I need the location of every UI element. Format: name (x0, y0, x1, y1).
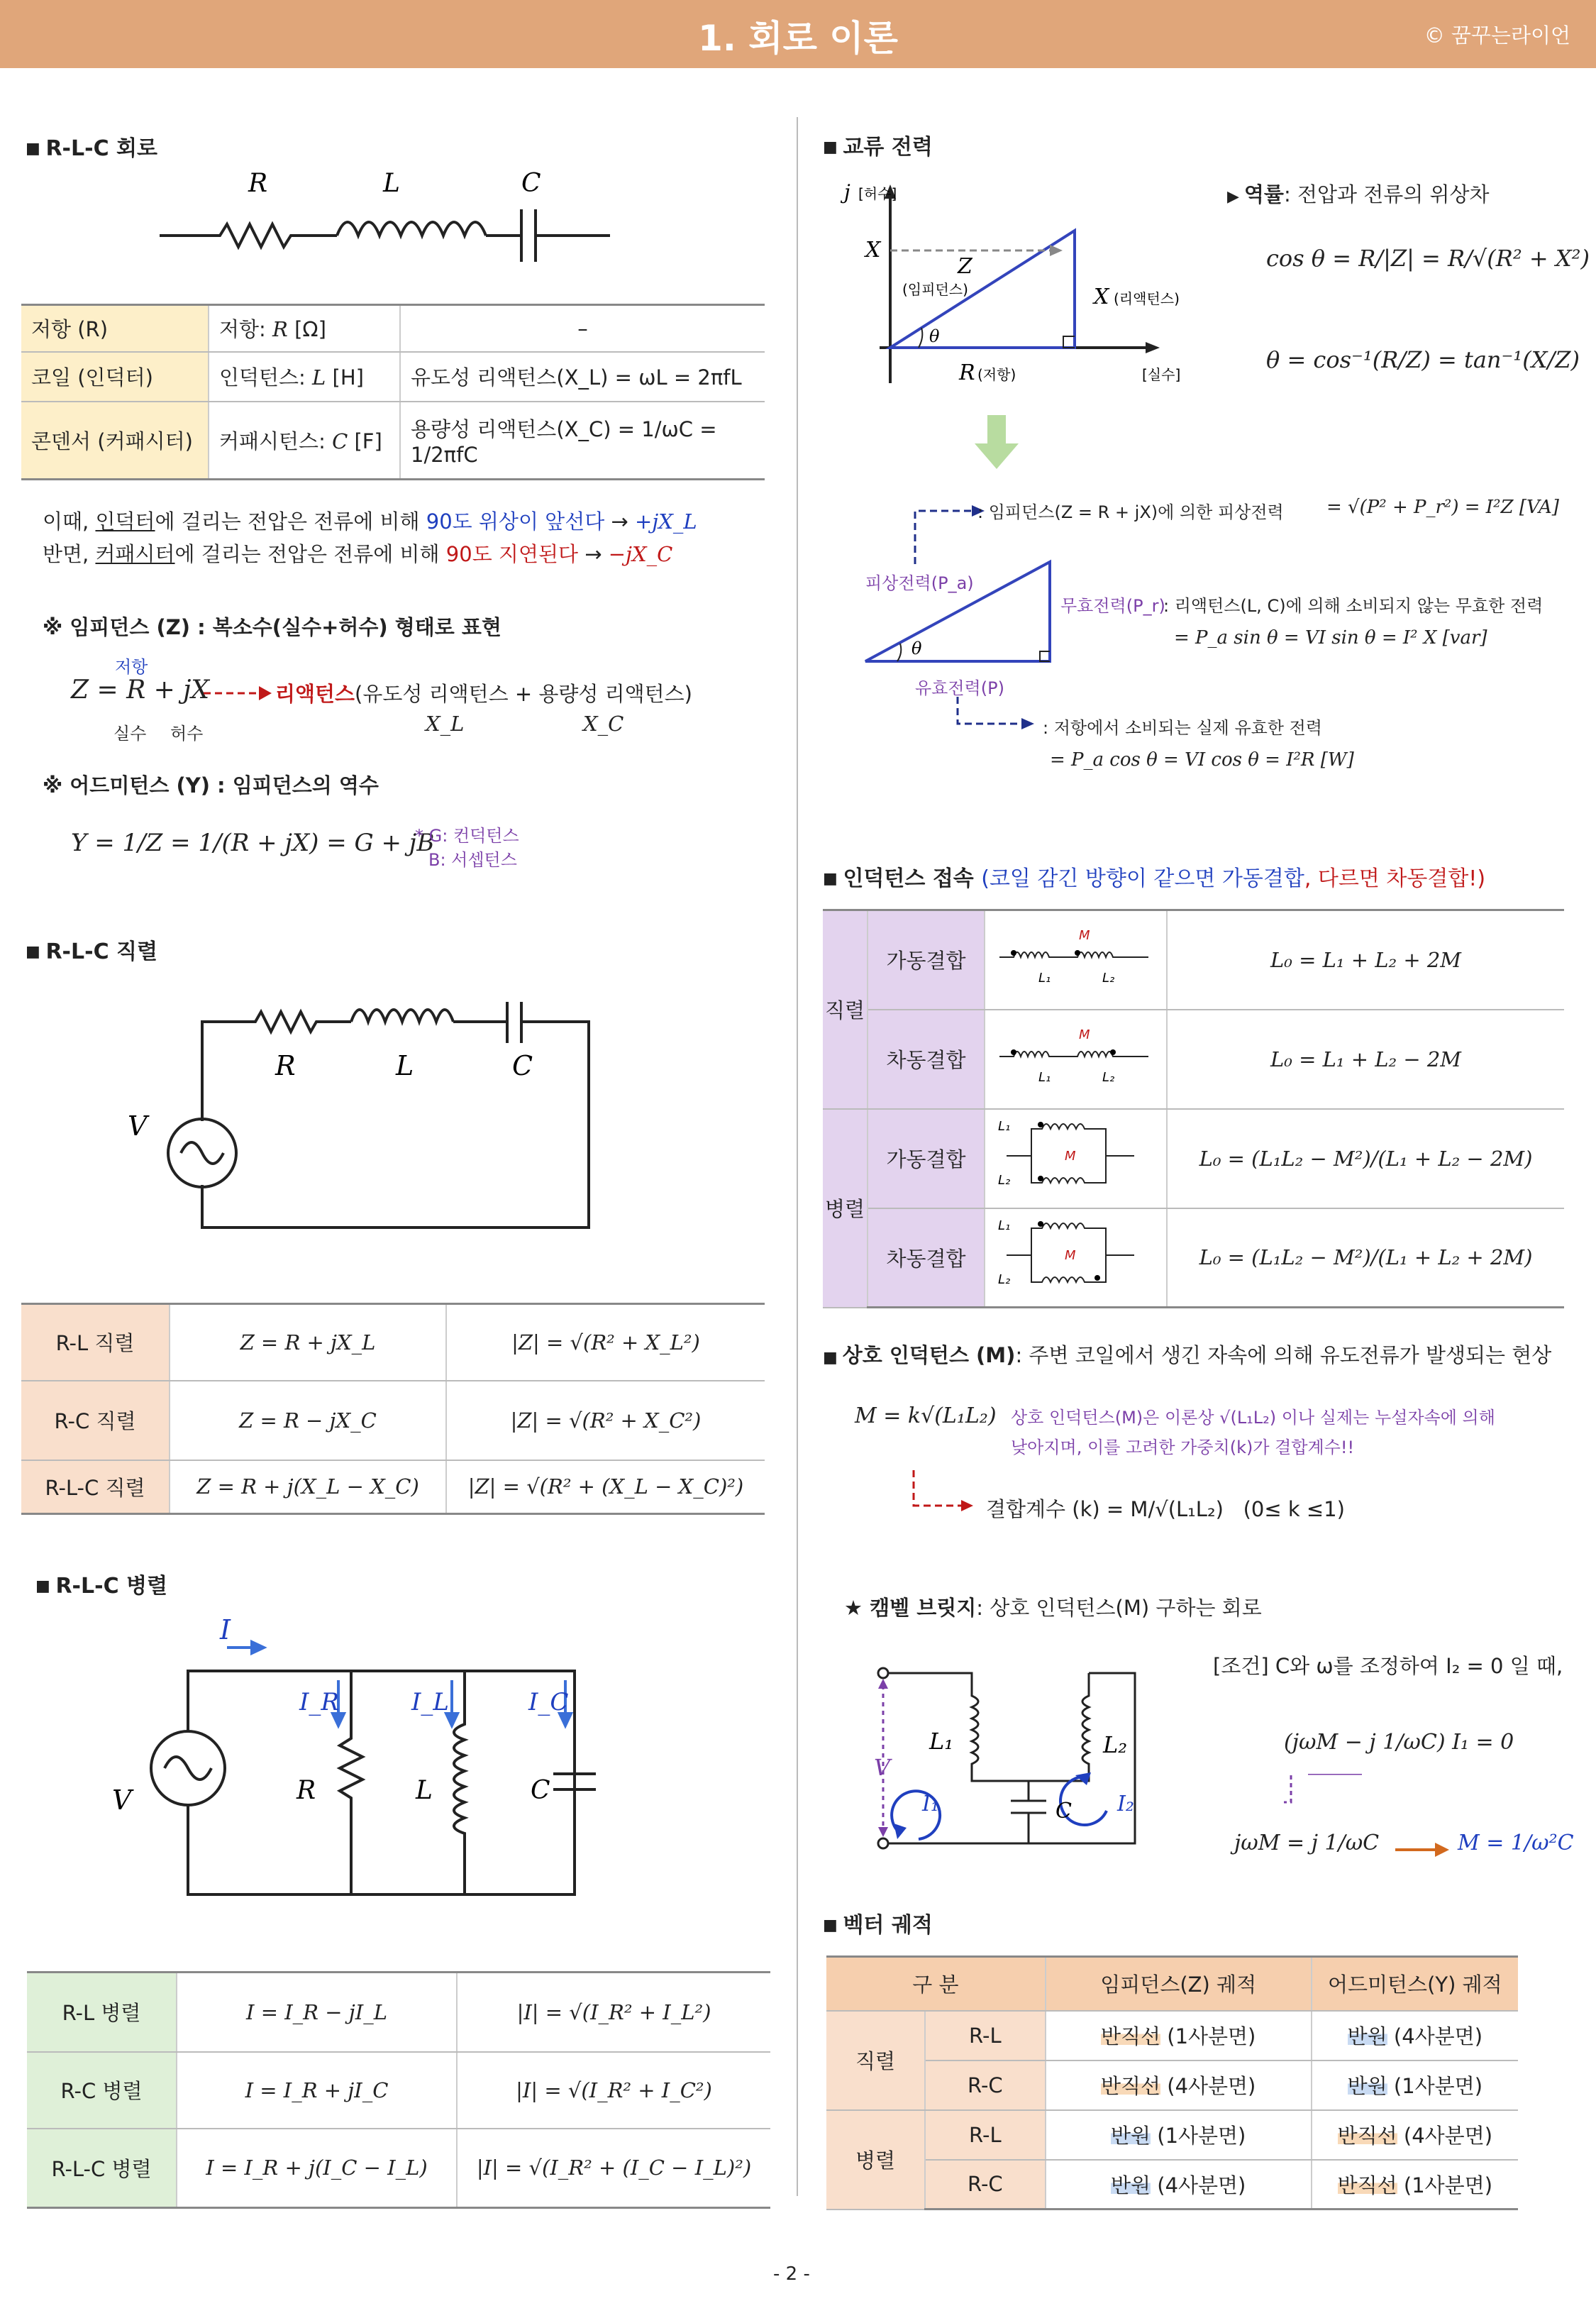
parallel-magnitude: |I| = √(I_R² + I_C²) (457, 2052, 770, 2129)
rlc-parallel-circuit (99, 1618, 638, 1916)
campbell-equation-1: (jωM − j 1/ωC) I₁ = 0 (1284, 1730, 1514, 1755)
impedance-locus: 반원 (4사분면) (1046, 2160, 1312, 2210)
column-divider (797, 117, 798, 2196)
series-l-label: L (396, 1050, 414, 1081)
campbell-equation-2: jωM = j 1/ωC (1234, 1831, 1380, 1855)
imag-label: 허수 (170, 724, 204, 744)
impedance-heading: ※ 임피던스 (Z) : 복소수(실수+허수) 형태로 표현 (43, 615, 501, 639)
admittance-heading: ※ 어드미턴스 (Y) : 임피던스의 역수 (43, 773, 379, 798)
impedance-locus: 반원 (1사분면) (1046, 2110, 1312, 2160)
vector-locus-title: ■ 벡터 궤적 (823, 1907, 933, 1938)
coupling-type: 차동결합 (868, 1208, 985, 1308)
header-category: 구 분 (826, 1957, 1046, 2011)
l2-label: L₂ (1102, 1070, 1115, 1085)
inductance-formula: L₀ = (L₁L₂ − M²)/(L₁ + L₂ + 2M) (1167, 1208, 1564, 1308)
m-label: M (1065, 1149, 1076, 1164)
inductance-formula: L₀ = L₁ + L₂ − 2M (1167, 1010, 1564, 1109)
rlc-series-circuit (106, 993, 603, 1242)
element-name: 코일 (인덕터) (21, 352, 209, 402)
reactive-power-formula: = P_a sin θ = VI sin θ = I² X [var] (1174, 627, 1487, 649)
campbell-v-label: V (874, 1754, 891, 1781)
table-row (21, 402, 765, 480)
group-series: 직렬 (826, 2011, 925, 2110)
group-series: 직렬 (823, 910, 868, 1109)
table-row (826, 2060, 1518, 2110)
r-label: R (959, 360, 975, 385)
coupled-coil-icon (985, 918, 1163, 996)
element-reactance: 유도성 리액턴스(X_L) = ωL = 2πfL (400, 352, 765, 402)
series-impedance: Z = R − jX_C (170, 1381, 446, 1460)
table-row (21, 305, 765, 352)
admittance-locus: 반직선 (4사분면) (1312, 2110, 1518, 2160)
table-row (823, 910, 1564, 1010)
table-row (27, 1973, 770, 2052)
series-section-title: ■ R-L-C 직렬 (26, 934, 157, 965)
mutual-heading-line: ■ 상호 인덕턴스 (M): 주변 코일에서 생긴 자속에 의해 유도전류가 발생되는 현상 (823, 1343, 1552, 1367)
power-factor-line: ▶ 역률: 전압과 전류의 위상차 (1227, 182, 1490, 206)
arrow-icon (202, 683, 273, 704)
parallel-magnitude: |I| = √(I_R² + I_L²) (457, 1973, 770, 2052)
series-type: R-L 직렬 (21, 1304, 170, 1381)
inductance-formula: L₀ = (L₁L₂ − M²)/(L₁ + L₂ − 2M) (1167, 1109, 1564, 1208)
impedance-resistance-tag: 저항 (115, 657, 148, 677)
series-type: R-C 직렬 (21, 1381, 170, 1460)
active-power-label: 유효전력(P) (915, 678, 1004, 698)
power-theta-label: θ (911, 639, 922, 658)
coupling-type: 차동결합 (868, 1010, 985, 1109)
l1-label: L₁ (998, 1218, 1011, 1233)
table-row (27, 2052, 770, 2129)
table-row (823, 1109, 1564, 1208)
admittance-locus: 반원 (1사분면) (1312, 2060, 1518, 2110)
mutual-formula: M = k√(L₁L₂) (855, 1403, 997, 1428)
susceptance-note: B: 서셉턴스 (428, 850, 517, 870)
table-row (21, 1460, 765, 1514)
j-axis-note: [허수] (858, 185, 897, 202)
down-arrow-icon (972, 415, 1021, 472)
element-param: 커패시턴스: C [F] (209, 402, 400, 480)
current-ic-label: I_C (528, 1688, 569, 1716)
coupling-coefficient: 결합계수 (k) = M/√(L₁L₂) (0≤ k ≤1) (986, 1497, 1345, 1521)
element-name: 콘덴서 (커패시터) (21, 402, 209, 480)
element-param: 인덕턴스: L [H] (209, 352, 400, 402)
coupled-coil-icon (985, 1113, 1163, 1198)
table-header-row (826, 1957, 1518, 2011)
inductor-label: L (383, 169, 400, 198)
reactance-desc: (유도성 리액턴스 + 용량성 리액턴스) (355, 682, 692, 706)
campbell-c-label: C (1055, 1799, 1072, 1824)
m-label: M (1079, 928, 1090, 944)
inductance-formula: L₀ = L₁ + L₂ + 2M (1167, 910, 1564, 1010)
series-type: R-L-C 직렬 (21, 1460, 170, 1514)
j-axis-label: j (844, 180, 850, 204)
x-label: X (865, 238, 881, 263)
parallel-v-label: V (112, 1784, 132, 1816)
table-row (21, 1381, 765, 1460)
table-row (27, 2129, 770, 2208)
campbell-heading-line: ★ 캠벨 브릿지: 상호 인덕턴스(M) 구하는 회로 (844, 1596, 1262, 1620)
table-row (21, 352, 765, 402)
campbell-bridge-circuit (865, 1653, 1192, 1859)
active-power-note: : 저항에서 소비되는 실제 유효한 전력 (1043, 718, 1322, 738)
reactance-label: 리액턴스 (275, 682, 355, 706)
series-impedance: Z = R + jX_L (170, 1304, 446, 1381)
page-number: - 2 - (773, 2263, 810, 2285)
table-row (21, 1304, 765, 1381)
arrow-icon (1394, 1841, 1451, 1858)
series-v-label: V (128, 1110, 148, 1142)
current-il-label: I_L (411, 1688, 450, 1716)
impedance-triangle (837, 177, 1206, 390)
campbell-result: M = 1/ω²C (1458, 1831, 1574, 1855)
mutual-note-2: 낮아지며, 이를 고려한 가중치(k)가 결합계수!! (1011, 1438, 1355, 1457)
active-power-formula: = P_a cos θ = VI cos θ = I²R [W] (1050, 749, 1354, 771)
l2-label: L₂ (998, 1271, 1011, 1287)
series-table (21, 1303, 765, 1515)
l1-label: L₁ (1038, 971, 1051, 986)
circuit-type: R-C (925, 2060, 1046, 2110)
parallel-current: I = I_R + jI_C (177, 2052, 457, 2129)
parallel-type: R-L 병렬 (27, 1973, 177, 2052)
parallel-table (27, 1971, 770, 2209)
current-i-label: I (220, 1618, 231, 1645)
real-label: 실수 (113, 724, 147, 744)
admittance-locus: 반원 (4사분면) (1312, 2011, 1518, 2060)
apparent-power-note: : 임피던스(Z = R + jX)에 의한 피상전력 (977, 502, 1284, 522)
coupling-type: 가동결합 (868, 910, 985, 1010)
circuit-type: R-C (925, 2160, 1046, 2210)
parallel-type: R-C 병렬 (27, 2052, 177, 2129)
impedance-locus: 반직선 (4사분면) (1046, 2060, 1312, 2110)
reactive-power-label: 무효전력(P_r) (1060, 596, 1165, 616)
admittance-formula: Y = 1/Z = 1/(R + jX) = G + jB (71, 829, 435, 857)
admittance-locus: 반직선 (1사분면) (1312, 2160, 1518, 2210)
impedance-locus: 반직선 (1사분면) (1046, 2011, 1312, 2060)
parallel-additive-diagram (985, 1109, 1167, 1208)
circuit-type: R-L (925, 2110, 1046, 2160)
coupled-coil-icon (985, 1017, 1163, 1096)
copyright: © 꿈꾸는라이언 (1424, 23, 1570, 48)
series-c-label: C (512, 1050, 533, 1081)
element-name: 저항 (R) (21, 305, 209, 352)
coupling-type: 가동결합 (868, 1109, 985, 1208)
power-triangle (858, 497, 1057, 745)
series-impedance: Z = R + j(X_L − X_C) (170, 1460, 446, 1514)
capacitor-label: C (521, 169, 541, 198)
series-subtractive-diagram (985, 1010, 1167, 1109)
element-reactance: – (400, 305, 765, 352)
parallel-section-title: ■ R-L-C 병렬 (35, 1568, 167, 1599)
theta-formula: θ = cos⁻¹(R/Z) = tan⁻¹(X/Z) (1266, 346, 1580, 373)
header-impedance: 임피던스(Z) 궤적 (1046, 1957, 1312, 2011)
capacitor-note: 반면, 커패시터에 걸리는 전압은 전류에 비해 90도 지연된다 → −jX_C (43, 542, 673, 566)
rlc-element-table (21, 304, 765, 480)
arrow-icon (908, 1469, 979, 1518)
real-axis-label: [실수] (1142, 366, 1181, 383)
series-r-label: R (275, 1050, 296, 1081)
resistor-label: R (248, 169, 268, 198)
table-row (823, 1010, 1564, 1109)
ac-power-title: ■ 교류 전력 (823, 129, 933, 160)
table-row (823, 1208, 1564, 1308)
vector-locus-table (826, 1955, 1518, 2210)
xr-note: (리액턴스) (1114, 290, 1180, 307)
element-param: 저항: R [Ω] (209, 305, 400, 352)
parallel-magnitude: |I| = √(I_R² + (I_C − I_L)²) (457, 2129, 770, 2208)
series-magnitude: |Z| = √(R² + (X_L − X_C)²) (446, 1460, 765, 1514)
table-row (826, 2011, 1518, 2060)
parallel-subtractive-diagram (985, 1208, 1167, 1308)
r-note: (저항) (977, 366, 1016, 383)
campbell-condition: [조건] C와 ω를 조정하여 I₂ = 0 일 때, (1213, 1654, 1563, 1678)
cos-formula: cos θ = R/|Z| = R/√(R² + X²) (1266, 245, 1590, 272)
parallel-c-label: C (531, 1776, 550, 1805)
m-label: M (1079, 1027, 1090, 1042)
coupled-coil-icon (985, 1213, 1163, 1298)
z-note: (임피던스) (902, 281, 968, 298)
arrow-icon (1284, 1774, 1369, 1816)
campbell-i1-label: I₁ (922, 1792, 939, 1816)
campbell-i2-label: I₂ (1117, 1792, 1134, 1816)
inductor-note: 이때, 인덕터에 걸리는 전압은 전류에 비해 90도 위상이 앞선다 → +jX_L (43, 509, 697, 534)
header-admittance: 어드미턴스(Y) 궤적 (1312, 1957, 1518, 2011)
mutual-note-1: 상호 인덕턴스(M)은 이론상 √(L₁L₂) 이나 실제는 누설자속에 의해 (1011, 1408, 1495, 1428)
xr-label: X (1094, 285, 1109, 309)
reactive-power-note: : 리액턴스(L, C)에 의해 소비되지 않는 무효한 전력 (1163, 596, 1544, 616)
group-parallel: 병렬 (826, 2110, 925, 2210)
inductance-title: ■ 인덕턴스 접속 (코일 감긴 방향이 같으면 가동결합, 다르면 차동결합!) (823, 861, 1485, 892)
element-reactance: 용량성 리액턴스(X_C) = 1/ωC = 1/2πfC (400, 402, 765, 480)
xl-label: X_L (426, 712, 465, 736)
series-magnitude: |Z| = √(R² + X_L²) (446, 1304, 765, 1381)
group-parallel: 병렬 (823, 1109, 868, 1308)
series-magnitude: |Z| = √(R² + X_C²) (446, 1381, 765, 1460)
parallel-current: I = I_R + j(I_C − I_L) (177, 2129, 457, 2208)
apparent-power-label: 피상전력(P_a) (865, 573, 974, 593)
page-title: 1. 회로 이론 (698, 18, 898, 59)
inductance-table (823, 909, 1564, 1308)
theta-label: θ (929, 326, 940, 346)
table-row (826, 2160, 1518, 2210)
parallel-current: I = I_R − jI_L (177, 1973, 457, 2052)
rlc-section-title: ■ R-L-C 회로 (26, 131, 157, 162)
parallel-r-label: R (297, 1776, 316, 1805)
current-ir-label: I_R (299, 1688, 340, 1716)
conductance-note: * G: 컨덕턴스 (415, 826, 519, 846)
series-additive-diagram (985, 910, 1167, 1010)
xc-label: X_C (583, 712, 624, 736)
l2-label: L₂ (998, 1173, 1011, 1188)
m-label: M (1065, 1247, 1076, 1263)
impedance-formula: Z = R + jX (71, 675, 210, 705)
l1-label: L₁ (1038, 1070, 1051, 1085)
campbell-l2-label: L₂ (1103, 1731, 1128, 1758)
l1-label: L₁ (998, 1119, 1011, 1134)
table-row (826, 2110, 1518, 2160)
z-label: Z (958, 254, 972, 279)
rlc-symbol-diagram (149, 167, 631, 266)
parallel-l-label: L (416, 1776, 433, 1805)
apparent-power-formula: = √(P² + P_r²) = I²Z [VA] (1326, 497, 1559, 518)
parallel-type: R-L-C 병렬 (27, 2129, 177, 2208)
l2-label: L₂ (1102, 971, 1115, 986)
campbell-l1-label: L₁ (929, 1728, 954, 1755)
circuit-type: R-L (925, 2011, 1046, 2060)
